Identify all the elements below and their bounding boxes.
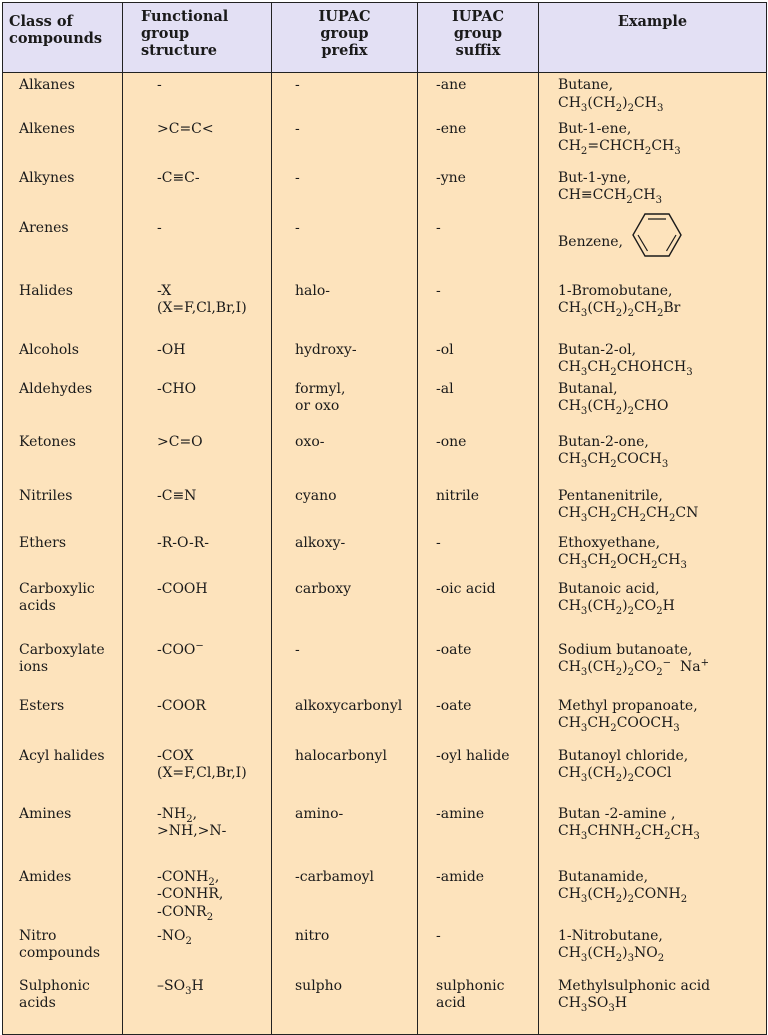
cell-line: acid xyxy=(436,995,466,1011)
cell-line: Butanamide, xyxy=(558,868,649,885)
cell-line: acids xyxy=(19,995,56,1011)
cell-line: Nitriles xyxy=(19,487,73,504)
prefix-cell xyxy=(272,279,418,338)
table-row xyxy=(3,638,767,694)
cell-line: - xyxy=(295,641,300,658)
functional-group-cell xyxy=(123,484,272,531)
cell-line: $CH_3(CH_2)_3NO_2$ xyxy=(558,945,665,964)
table-row xyxy=(3,117,767,166)
cell-line: >NH,>N- xyxy=(157,823,227,839)
cell-line: $CH_3(CH_2)_2COCl$ xyxy=(558,765,672,784)
functional-group-cell xyxy=(123,430,272,484)
cell-line: - xyxy=(436,219,441,236)
table-row xyxy=(3,216,767,279)
cell-line: nitrile xyxy=(436,487,480,504)
header-text: suffix xyxy=(455,42,501,59)
cell-line: But-1-yne, xyxy=(558,169,631,186)
class-cell xyxy=(3,744,123,802)
example-cell xyxy=(539,744,767,802)
header-text: Functional xyxy=(141,8,229,25)
cell-line: $CH_3(CH_2)_2CO_2^-$ Na+ xyxy=(558,657,710,678)
prefix-cell xyxy=(272,430,418,484)
header-row xyxy=(3,3,767,73)
cell-line: -COO− xyxy=(157,639,204,658)
cell-line: Sodium butanoate, xyxy=(558,641,693,658)
example-cell xyxy=(539,338,767,377)
functional-group-cell xyxy=(123,338,272,377)
functional-group-cell xyxy=(123,924,272,974)
class-cell xyxy=(3,974,123,1035)
header-text: IUPAC xyxy=(318,8,371,25)
cell-line: >C=O xyxy=(157,433,203,450)
example-cell xyxy=(539,577,767,638)
functional-group-cell xyxy=(123,744,272,802)
cell-line: -yne xyxy=(436,169,466,186)
cell-line: Carboxylate xyxy=(19,641,105,658)
table-row xyxy=(3,974,767,1035)
cell-line: Ketones xyxy=(19,433,76,450)
cell-line: -al xyxy=(436,380,454,397)
table-body xyxy=(3,73,767,1035)
cell-line: -R-O-R- xyxy=(157,534,209,551)
table-row xyxy=(3,694,767,744)
cell-line: (X=F,Cl,Br,I) xyxy=(157,765,247,781)
functional-groups-table xyxy=(2,2,767,1035)
suffix-cell xyxy=(418,377,539,430)
cell-line: Butan-2-ol, xyxy=(558,341,637,358)
class-cell xyxy=(3,166,123,216)
table-row xyxy=(3,73,767,117)
prefix-cell xyxy=(272,744,418,802)
functional-group-cell xyxy=(123,377,272,430)
header-text: Example xyxy=(617,13,688,30)
cell-line: Halides xyxy=(19,282,73,299)
example-cell xyxy=(539,484,767,531)
header-example xyxy=(539,3,767,73)
suffix-cell xyxy=(418,279,539,338)
cell-line: $-NO_2$ xyxy=(157,927,192,947)
cell-line: Acyl halides xyxy=(19,747,105,764)
cell-line: Arenes xyxy=(19,219,69,236)
class-cell xyxy=(3,73,123,117)
suffix-cell xyxy=(418,484,539,531)
cell-line: $-CONH_2$, xyxy=(157,868,220,888)
cell-line: or oxo xyxy=(295,398,340,414)
cell-line: Alkanes xyxy=(19,77,75,93)
suffix-cell xyxy=(418,531,539,577)
cell-line: -ane xyxy=(436,77,467,93)
cell-line: alkoxy- xyxy=(295,534,346,551)
cell-line: Esters xyxy=(19,697,65,714)
cell-line: $CH_3CH_2CHOHCH_3$ xyxy=(558,359,693,378)
header-text: Class of xyxy=(9,13,73,30)
prefix-cell xyxy=(272,484,418,531)
cell-line: hydroxy- xyxy=(295,341,357,358)
functional-group-cell xyxy=(123,865,272,924)
example-cell xyxy=(539,531,767,577)
class-cell xyxy=(3,802,123,865)
cell-line: -COOR xyxy=(157,697,206,714)
class-cell xyxy=(3,117,123,166)
class-cell xyxy=(3,694,123,744)
cell-line: - xyxy=(295,120,300,137)
example-cell xyxy=(539,216,767,279)
cell-line: -oate xyxy=(436,641,472,658)
cell-line: $CH_3CH_2COOCH_3$ xyxy=(558,715,680,734)
cell-line: Butanoic acid, xyxy=(558,580,660,597)
functional-group-cell xyxy=(123,577,272,638)
prefix-cell xyxy=(272,73,418,117)
class-cell xyxy=(3,338,123,377)
cell-line: halocarbonyl xyxy=(295,747,387,764)
suffix-cell xyxy=(418,802,539,865)
cell-line: nitro xyxy=(295,927,330,944)
cell-line: $-CONR_2$ xyxy=(157,903,214,923)
class-cell xyxy=(3,279,123,338)
suffix-cell xyxy=(418,166,539,216)
cell-line: - xyxy=(295,77,300,93)
suffix-cell xyxy=(418,430,539,484)
table-row xyxy=(3,279,767,338)
cell-line: Amines xyxy=(19,805,72,822)
cell-line: $CH_3(CH_2)_2CH_3$ xyxy=(558,94,664,114)
prefix-cell xyxy=(272,338,418,377)
header-text: compounds xyxy=(9,30,103,47)
suffix-cell xyxy=(418,865,539,924)
header-text: group xyxy=(320,25,369,42)
class-cell xyxy=(3,865,123,924)
cell-line: $CH_3(CH_2)_2CH_2Br$ xyxy=(558,300,681,319)
cell-line: $-SO_3H$ xyxy=(157,977,204,997)
example-cell xyxy=(539,802,767,865)
example-cell xyxy=(539,166,767,216)
cell-line: Butanoyl chloride, xyxy=(558,747,689,764)
cell-line: Methyl propanoate, xyxy=(558,697,698,714)
cell-line: cyano xyxy=(295,487,337,504)
cell-line: -C≡C- xyxy=(157,169,200,186)
header-functional-group xyxy=(123,3,272,73)
suffix-cell xyxy=(418,73,539,117)
class-cell xyxy=(3,484,123,531)
class-cell xyxy=(3,430,123,484)
class-cell xyxy=(3,531,123,577)
header-text: prefix xyxy=(321,42,368,59)
table-row xyxy=(3,166,767,216)
cell-line: -oic acid xyxy=(436,580,496,597)
cell-line: Carboxylic xyxy=(19,580,95,597)
cell-line: $CH_3CHNH_2CH_2CH_3$ xyxy=(558,823,700,842)
table-row xyxy=(3,924,767,974)
prefix-cell xyxy=(272,638,418,694)
cell-line: $CH_2=CHCH_2CH_3$ xyxy=(558,138,681,157)
table-row xyxy=(3,377,767,430)
suffix-cell xyxy=(418,577,539,638)
table-row xyxy=(3,577,767,638)
example-cell xyxy=(539,117,767,166)
prefix-cell xyxy=(272,577,418,638)
suffix-cell xyxy=(418,694,539,744)
prefix-cell xyxy=(272,865,418,924)
cell-line: acids xyxy=(19,598,56,614)
class-cell xyxy=(3,216,123,279)
cell-line: formyl, xyxy=(295,380,346,397)
cell-line: -ol xyxy=(436,341,454,358)
example-cell xyxy=(539,974,767,1035)
example-cell xyxy=(539,924,767,974)
class-cell xyxy=(3,377,123,430)
cell-line: But-1-ene, xyxy=(558,120,632,137)
cell-line: ions xyxy=(19,659,49,675)
cell-line: Butanal, xyxy=(558,380,618,397)
cell-line: -COX xyxy=(157,747,194,764)
suffix-cell xyxy=(418,744,539,802)
table-row xyxy=(3,865,767,924)
cell-line: -COOH xyxy=(157,580,208,597)
cell-line: - xyxy=(157,219,162,236)
cell-line: Nitro xyxy=(19,927,57,944)
cell-line: (X=F,Cl,Br,I) xyxy=(157,300,247,316)
cell-line: $CH_3(CH_2)_2CO_2H$ xyxy=(558,598,675,617)
suffix-cell xyxy=(418,638,539,694)
functional-group-cell xyxy=(123,279,272,338)
cell-line: Benzene, xyxy=(558,220,762,258)
cell-line: -CHO xyxy=(157,380,197,397)
header-text: structure xyxy=(141,42,217,59)
cell-line: Ethoxyethane, xyxy=(558,534,661,551)
functional-group-cell xyxy=(123,802,272,865)
cell-line: -one xyxy=(436,433,467,450)
cell-line: $CH\equiv CCH_2CH_3$ xyxy=(558,187,663,206)
cell-line: 1-Nitrobutane, xyxy=(558,927,663,944)
cell-line: 1-Bromobutane, xyxy=(558,282,673,299)
example-cell xyxy=(539,377,767,430)
cell-line: -X xyxy=(157,282,172,299)
suffix-cell xyxy=(418,117,539,166)
functional-group-cell xyxy=(123,73,272,117)
cell-line: Methylsulphonic acid xyxy=(558,977,711,994)
functional-group-cell xyxy=(123,974,272,1035)
cell-line: - xyxy=(436,534,441,551)
example-cell xyxy=(539,430,767,484)
header-text: group xyxy=(453,25,503,42)
cell-line: -carbamoyl xyxy=(295,868,375,885)
class-cell xyxy=(3,924,123,974)
cell-line: -oyl halide xyxy=(436,747,510,764)
functional-group-cell xyxy=(123,531,272,577)
header-iupac-prefix xyxy=(272,3,418,73)
header-class xyxy=(3,3,123,73)
functional-group-cell xyxy=(123,216,272,279)
cell-line: alkoxycarbonyl xyxy=(295,697,403,714)
cell-line: - xyxy=(157,77,162,93)
cell-line: oxo- xyxy=(295,433,325,450)
cell-line: - xyxy=(295,219,300,236)
cell-line: Butan-2-one, xyxy=(558,433,649,450)
cell-line: -OH xyxy=(157,341,186,358)
cell-line: - xyxy=(436,282,441,299)
cell-line: - xyxy=(436,927,441,944)
cell-line: Butan -2-amine , xyxy=(558,805,676,822)
class-cell xyxy=(3,577,123,638)
cell-line: Ethers xyxy=(19,534,67,551)
table-row xyxy=(3,802,767,865)
cell-line: -amine xyxy=(436,805,485,822)
suffix-cell xyxy=(418,216,539,279)
prefix-cell xyxy=(272,377,418,430)
cell-line: Alkenes xyxy=(19,120,75,137)
prefix-cell xyxy=(272,924,418,974)
cell-line: halo- xyxy=(295,282,330,299)
cell-line: $CH_3SO_3H$ xyxy=(558,995,628,1014)
table-row xyxy=(3,484,767,531)
suffix-cell xyxy=(418,924,539,974)
cell-line: Butane, xyxy=(558,77,614,93)
suffix-cell xyxy=(418,974,539,1035)
cell-line: - xyxy=(295,169,300,186)
prefix-cell xyxy=(272,117,418,166)
cell-line: $CH_3CH_2COCH_3$ xyxy=(558,451,669,470)
cell-line: $-NH_2$, xyxy=(157,805,198,825)
header-text: IUPAC xyxy=(451,8,505,25)
suffix-cell xyxy=(418,338,539,377)
cell-line: Aldehydes xyxy=(19,380,93,397)
cell-line: -amide xyxy=(436,868,485,885)
prefix-cell xyxy=(272,216,418,279)
cell-line: >C=C< xyxy=(157,120,214,137)
cell-line: $CH_3CH_2CH_2CH_2CN$ xyxy=(558,505,699,524)
cell-line: Alcohols xyxy=(19,341,79,358)
cell-line: -oate xyxy=(436,697,472,714)
cell-line: compounds xyxy=(19,945,101,961)
cell-line: amino- xyxy=(295,805,344,822)
example-cell xyxy=(539,638,767,694)
functional-group-cell xyxy=(123,117,272,166)
cell-line: Pentanenitrile, xyxy=(558,487,663,504)
prefix-cell xyxy=(272,974,418,1035)
cell-line: Amides xyxy=(19,868,72,885)
cell-line: sulpho xyxy=(295,977,343,994)
table-row xyxy=(3,430,767,484)
cell-line: -CONHR, xyxy=(157,886,224,902)
example-cell xyxy=(539,279,767,338)
header-iupac-suffix xyxy=(418,3,539,73)
cell-line: Sulphonic xyxy=(19,977,90,994)
cell-line: -ene xyxy=(436,120,467,137)
example-cell xyxy=(539,73,767,117)
header-text: group xyxy=(141,25,190,42)
cell-line: carboxy xyxy=(295,580,352,597)
table-row xyxy=(3,531,767,577)
example-cell xyxy=(539,694,767,744)
benzene-ring-icon xyxy=(631,212,683,258)
functional-group-cell xyxy=(123,638,272,694)
cell-line: sulphonic xyxy=(436,977,505,994)
cell-line: -C≡N xyxy=(157,487,197,504)
prefix-cell xyxy=(272,166,418,216)
cell-line: Alkynes xyxy=(19,169,75,186)
table-row xyxy=(3,744,767,802)
cell-line: $CH_3CH_2OCH_2CH_3$ xyxy=(558,552,687,571)
functional-group-cell xyxy=(123,166,272,216)
cell-line: $CH_3(CH_2)_2CONH_2$ xyxy=(558,886,688,905)
prefix-cell xyxy=(272,802,418,865)
cell-line: $CH_3(CH_2)_2CHO$ xyxy=(558,398,669,417)
prefix-cell xyxy=(272,694,418,744)
functional-group-cell xyxy=(123,694,272,744)
class-cell xyxy=(3,638,123,694)
prefix-cell xyxy=(272,531,418,577)
table-row xyxy=(3,338,767,377)
example-cell xyxy=(539,865,767,924)
